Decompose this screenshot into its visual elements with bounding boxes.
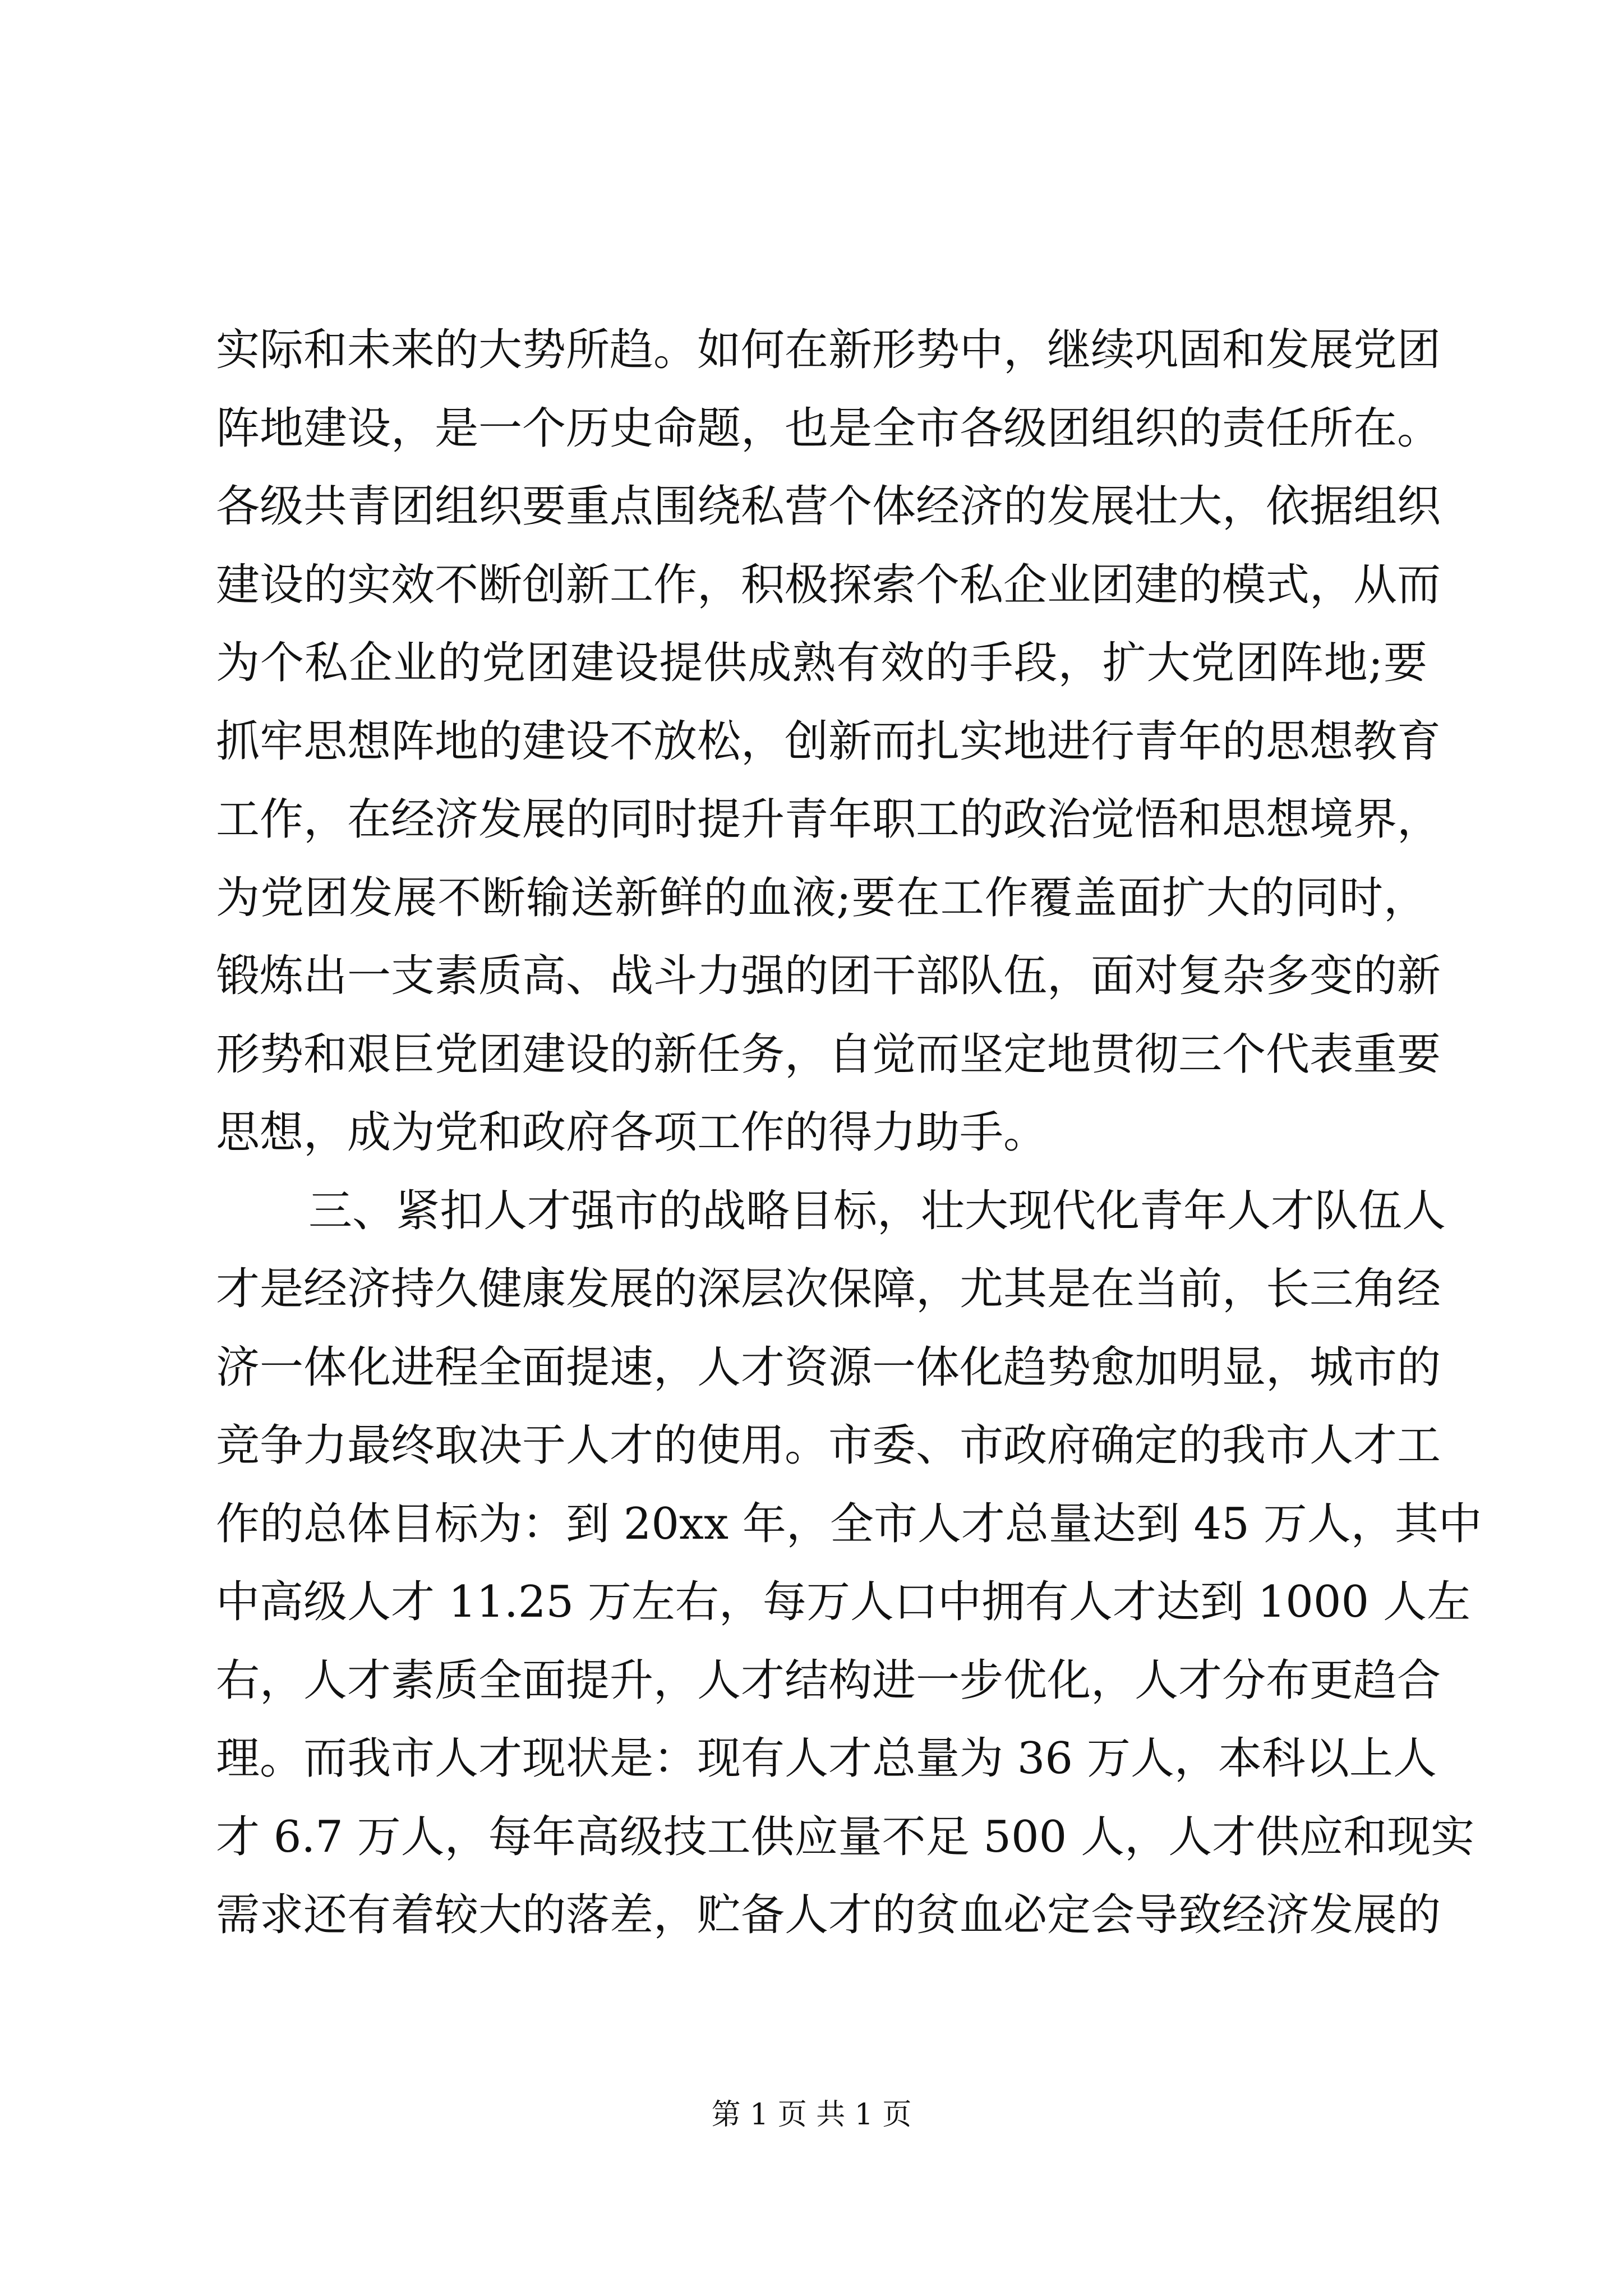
text-line: 作的总体目标为：到 20xx 年，全市人才总量达到 45 万人，其中 (216, 1498, 1482, 1549)
text-line: 竞争力最终取决于人才的使用。市委、市政府确定的我市人才工 (216, 1420, 1441, 1471)
text-line: 工作，在经济发展的同时提升青年职工的政治觉悟和思想境界， (216, 794, 1441, 845)
text-line: 各级共青团组织要重点围绕私营个体经济的发展壮大，依据组织 (216, 481, 1441, 532)
page-footer: 第 1 页 共 1 页 (711, 2098, 912, 2132)
text-line: 为党团发展不断输送新鲜的血液;要在工作覆盖面扩大的同时， (216, 872, 1427, 923)
text-line: 建设的实效不断创新工作，积极探索个私企业团建的模式，从而 (216, 559, 1441, 610)
text-line: 才是经济持久健康发展的深层次保障，尤其是在当前，长三角经 (216, 1264, 1441, 1314)
text-line: 才 6.7 万人，每年高级技工供应量不足 500 人，人才供应和现实 (216, 1811, 1475, 1862)
text-line: 形势和艰巨党团建设的新任务，自觉而坚定地贯彻三个代表重要 (216, 1029, 1441, 1080)
paragraph-end-line: 思想，成为党和政府各项工作的得力助手。 (216, 1107, 1048, 1158)
text-line: 中高级人才 11.25 万左右，每万人口中拥有人才达到 1000 人左 (216, 1577, 1470, 1627)
text-line: 为个私企业的党团建设提供成熟有效的手段，扩大党团阵地;要 (216, 638, 1427, 688)
text-line: 抓牢思想阵地的建设不放松，创新而扎实地进行青年的思想教育 (216, 716, 1441, 767)
text-line: 需求还有着较大的落差，贮备人才的贫血必定会导致经济发展的 (216, 1890, 1441, 1940)
body-text (216, 311, 1482, 1955)
text-line: 理。而我市人才现状是：现有人才总量为 36 万人，本科以上人 (216, 1733, 1437, 1784)
text-line: 锻炼出一支素质高、战斗力强的团干部队伍，面对复杂多变的新 (216, 951, 1441, 1001)
text-line: 济一体化进程全面提速，人才资源一体化趋势愈加明显，城市的 (216, 1342, 1441, 1393)
text-line: 阵地建设，是一个历史命题，也是全市各级团组织的责任所在。 (216, 403, 1441, 454)
text-line: 实际和未来的大势所趋。如何在新形势中，继续巩固和发展党团 (216, 325, 1441, 375)
text-line: 右，人才素质全面提升，人才结构进一步优化，人才分布更趋合 (216, 1655, 1441, 1706)
section-heading-line: 三、紧扣人才强市的战略目标，壮大现代化青年人才队伍人 (308, 1185, 1446, 1236)
